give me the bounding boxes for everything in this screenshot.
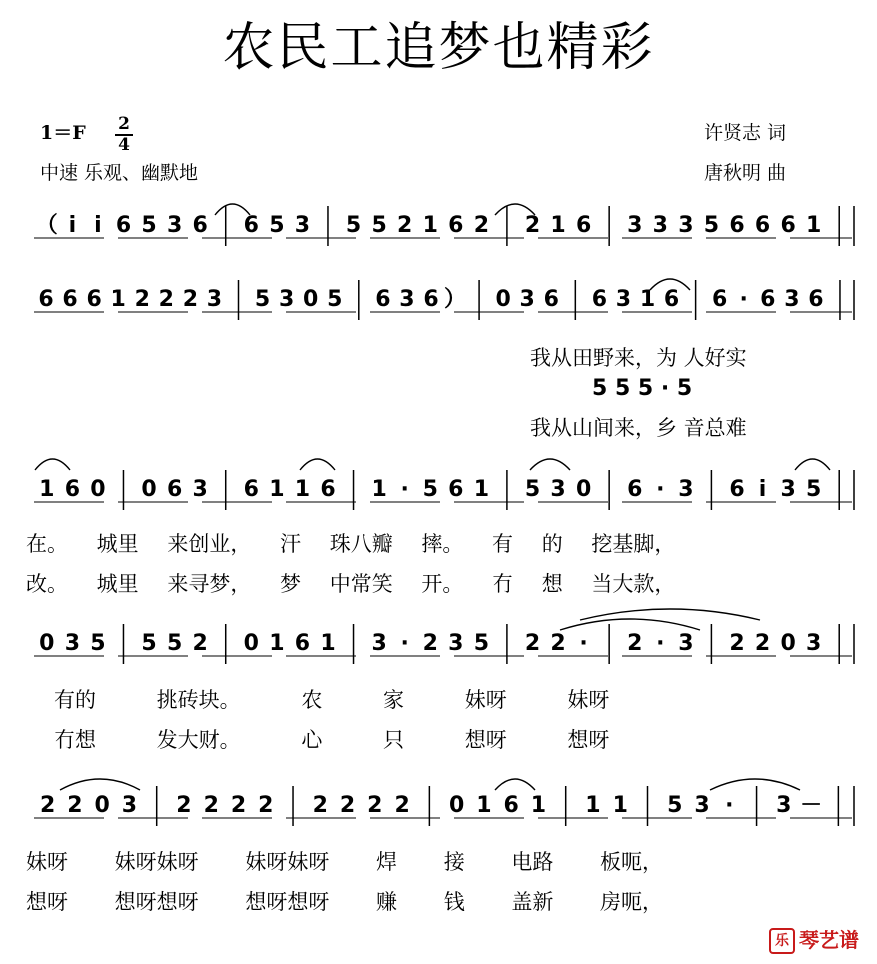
note: 5 (473, 631, 489, 656)
note: 6 (448, 213, 464, 238)
note: 3 (64, 631, 80, 656)
note: 3 (615, 287, 632, 312)
logo-text: 琴艺谱 (799, 927, 859, 952)
note: 1 (612, 793, 628, 818)
note: 2 (176, 793, 192, 818)
page-title: 农民工追梦也精彩 (222, 18, 655, 78)
note: 1 (294, 477, 311, 502)
note: 6 (760, 287, 776, 312)
note: i (68, 213, 77, 238)
note: 3 (780, 477, 796, 502)
note: 2 (230, 793, 247, 818)
key-signature: 1＝F (40, 122, 86, 144)
note: 3 (166, 213, 183, 238)
note: 6 (166, 477, 183, 502)
note: · (400, 631, 409, 656)
note: 6 (192, 213, 208, 238)
slur (530, 459, 570, 470)
note: 5 (524, 477, 541, 502)
slur (300, 459, 335, 470)
note: i (94, 213, 102, 238)
note: 3 (806, 631, 822, 656)
note: 1 (806, 213, 822, 238)
note: 3 (294, 213, 311, 238)
note: 2 (550, 631, 566, 656)
note: 6 (729, 477, 745, 502)
note: 6 (320, 477, 336, 502)
note: 1 (550, 213, 566, 238)
note: 6 (294, 631, 311, 656)
note: 1 (639, 287, 656, 312)
note: 1 (585, 793, 601, 818)
note: 2 (203, 793, 219, 818)
note: · (579, 631, 588, 656)
note: 2 (473, 213, 489, 238)
note: 2 (158, 287, 174, 312)
note: 5 (269, 213, 285, 238)
note: 2 (39, 793, 56, 818)
note: 2 (627, 631, 643, 656)
note: 5 (703, 213, 720, 238)
composer-credit: 唐秋明 曲 (704, 162, 787, 184)
note: · (739, 287, 748, 312)
time-numerator: 2 (118, 114, 130, 134)
note: 5 (806, 477, 822, 502)
note: 2 (422, 631, 438, 656)
lyric-row5-verse1: 妹呀 妹呀妹呀 妹呀妹呀 焊 接 电路 板呃， (26, 850, 664, 874)
note: 6 (243, 477, 259, 502)
note: 2 (367, 793, 383, 818)
note: － (800, 793, 823, 818)
note: 3 (448, 631, 464, 656)
note: 1 (39, 477, 55, 502)
note: 2 (67, 793, 83, 818)
slur (35, 459, 70, 470)
note: 1 (422, 213, 438, 238)
slur (560, 619, 700, 630)
lyricist-credit: 许贤志 词 (704, 122, 787, 144)
note: 0 (90, 477, 106, 502)
note: i (758, 477, 767, 502)
note: 6 (808, 287, 824, 312)
note: 6 (729, 213, 745, 238)
slur (60, 779, 140, 790)
note: 6 (591, 287, 608, 312)
note: 5 (90, 631, 106, 656)
note: 1 (269, 631, 285, 656)
note: 0 (141, 477, 157, 502)
note: 0 (94, 793, 110, 818)
note: 5 (422, 477, 438, 502)
note: · (400, 477, 409, 502)
note: 6 (712, 287, 728, 312)
time-denominator: 4 (118, 135, 130, 155)
note: 6 (503, 793, 519, 818)
note: 0 (780, 631, 796, 656)
note: 6 (64, 477, 80, 502)
lyric-row3-verse1: 在。 城里 来创业， 汗 珠八瓣 摔。 有 的 挖基脚， (26, 532, 676, 556)
note: 6 (627, 477, 643, 502)
note: 3 (678, 631, 694, 656)
note: 6 (62, 287, 78, 312)
lyric-row4-verse2: 冇想 发大财。 心 只 想呀 想呀 (54, 728, 610, 752)
note: · (725, 793, 734, 818)
note: 1 (110, 287, 126, 312)
slur (710, 779, 800, 790)
note: 6 (448, 477, 464, 502)
note: 6 (38, 287, 54, 312)
note: 1 (530, 793, 547, 818)
note: 0 (575, 477, 592, 502)
note: 6 (575, 213, 592, 238)
note: 6 (86, 287, 102, 312)
note: 5 (667, 793, 683, 818)
note: ） (444, 287, 467, 312)
note: 2 (258, 793, 274, 818)
note: 5 (371, 213, 387, 238)
note: 3 (776, 793, 792, 818)
logo-icon: 乐 (769, 928, 795, 954)
note: 5 (141, 631, 157, 656)
alt-notes-row2: 5 5 5 · 5 (592, 376, 693, 401)
note: 2 (524, 213, 541, 238)
note: 3 (278, 287, 295, 312)
note: 3 (678, 213, 694, 238)
note: 5 (327, 287, 343, 312)
lyric-row3-verse2: 改。 城里 来寻梦， 梦 中常笑 开。 冇 想 当大款， (26, 572, 676, 596)
note: 0 (243, 631, 259, 656)
note: 2 (394, 793, 410, 818)
note: 2 (339, 793, 356, 818)
note: 5 (254, 287, 271, 312)
note: 2 (524, 631, 541, 656)
lyric-row2-verse2: 我从山间来，乡 音总难 (530, 416, 747, 440)
watermark-logo (769, 924, 859, 955)
note: 2 (134, 287, 150, 312)
note: 0 (39, 631, 55, 656)
note: 2 (397, 213, 413, 238)
note: · (656, 477, 665, 502)
note: 0 (495, 287, 511, 312)
note: 5 (345, 213, 362, 238)
note: 3 (121, 793, 138, 818)
tempo-marking: 中速 乐观、幽默地 (40, 162, 199, 184)
note: 3 (627, 213, 643, 238)
note: 1 (320, 631, 336, 656)
slur (580, 609, 760, 620)
note: 5 (141, 213, 157, 238)
lyric-row2-verse1: 我从田野来，为 人好实 (530, 346, 747, 370)
note: 5 (166, 631, 183, 656)
note: 1 (473, 477, 489, 502)
note: 2 (192, 631, 208, 656)
note: 6 (423, 287, 439, 312)
note: · (656, 631, 665, 656)
note: 3 (550, 477, 566, 502)
lyric-row4-verse1: 有的 挑砖块。 农 家 妹呀 妹呀 (54, 688, 610, 712)
note: 6 (780, 213, 796, 238)
slur (795, 459, 830, 470)
note: 3 (371, 631, 387, 656)
note: 3 (652, 213, 668, 238)
note: （ (35, 213, 58, 238)
note: 3 (192, 477, 208, 502)
note: 6 (375, 287, 391, 312)
note: 2 (754, 631, 771, 656)
note: 0 (448, 793, 465, 818)
lyric-row5-verse2: 想呀 想呀想呀 想呀想呀 赚 钱 盖新 房呃， (26, 890, 664, 914)
note: 3 (399, 287, 415, 312)
note: 3 (784, 287, 800, 312)
note: 3 (206, 287, 223, 312)
note: 3 (694, 793, 710, 818)
note: 1 (476, 793, 492, 818)
slur (495, 779, 535, 790)
note: 6 (243, 213, 259, 238)
note: 0 (303, 287, 319, 312)
note: 3 (519, 287, 535, 312)
note: 2 (729, 631, 745, 656)
note: 6 (543, 287, 559, 312)
note: 6 (115, 213, 132, 238)
note: 6 (663, 287, 680, 312)
note: 2 (182, 287, 199, 312)
note: 3 (678, 477, 694, 502)
note: 1 (371, 477, 387, 502)
note: 6 (754, 213, 771, 238)
note: 2 (312, 793, 328, 818)
note: 1 (269, 477, 285, 502)
